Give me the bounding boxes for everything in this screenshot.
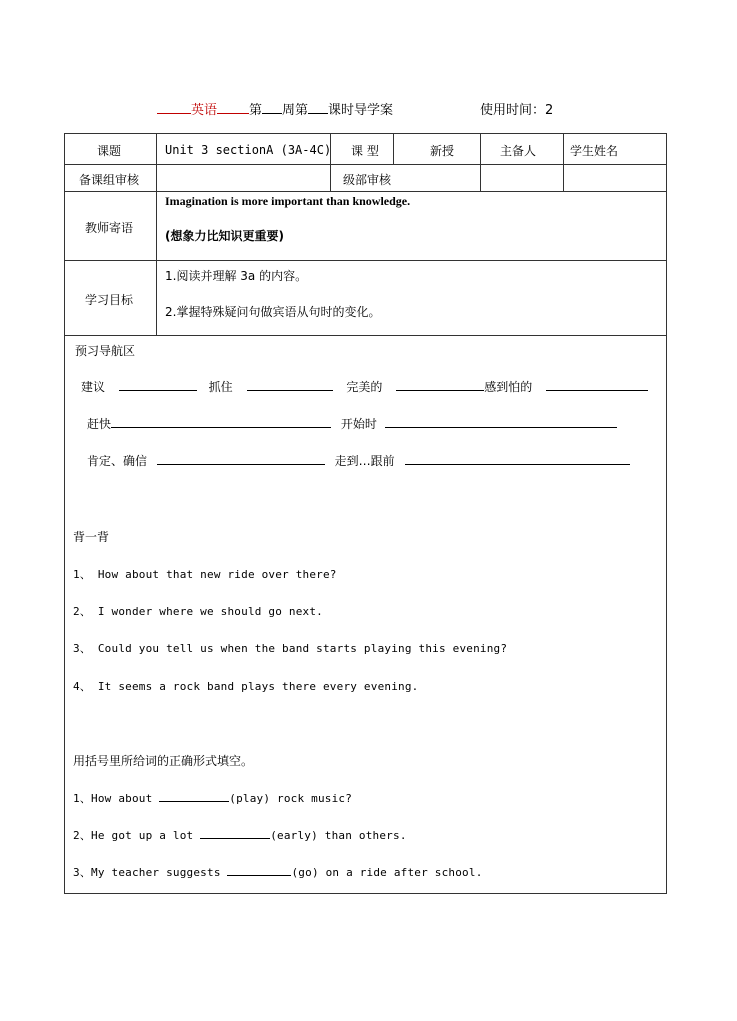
vocab-afraid-blank[interactable] [546, 378, 648, 391]
group-review-label: 备课组审核 [79, 173, 140, 187]
exercise-1-suffix: (play) rock music? [229, 792, 353, 805]
vocab-sure: 肯定、确信 [87, 454, 148, 468]
usage-time: 使用时间：2 [480, 103, 554, 118]
vocab-suggest-blank[interactable] [119, 378, 197, 391]
vocab-walk-up-blank[interactable] [405, 452, 630, 465]
exercise-1-prefix: 1、How about [73, 792, 160, 805]
period-prefix: 周第 [282, 103, 309, 118]
author-label: 主备人 [500, 144, 537, 158]
vocab-hurry-blank[interactable] [111, 415, 331, 428]
vocab-perfect-blank[interactable] [396, 378, 484, 391]
author-label-cell [481, 134, 564, 165]
type-label-cell [331, 134, 394, 165]
learning-goals-label-cell [65, 261, 157, 336]
exercise-item-3 [73, 863, 483, 880]
vocab-begin: 开始时 [340, 417, 377, 431]
topic-label: 课题 [97, 144, 122, 158]
type-label: 课 型 [351, 144, 379, 158]
plan-label: 课时导学案 [328, 103, 394, 118]
learning-goals-label: 学习目标 [85, 293, 134, 307]
vocab-hurry: 赶快 [87, 417, 112, 431]
recite-title: 背一背 [73, 530, 110, 544]
level-review-label: 级部审核 [343, 173, 392, 187]
group-review-label-cell [65, 165, 157, 192]
preview-title: 预习导航区 [75, 344, 136, 358]
exercise-2-blank[interactable] [200, 826, 270, 839]
teacher-message-cell [157, 192, 666, 261]
vocab-suggest: 建议 [81, 380, 106, 394]
vocab-catch: 抓住 [208, 380, 233, 394]
worksheet-title [157, 99, 393, 118]
level-review-value-cell[interactable] [481, 165, 564, 192]
level-review-label-cell [331, 165, 481, 192]
learning-goals-cell [157, 261, 666, 336]
vocab-begin-blank[interactable] [385, 415, 617, 428]
exercise-1-blank[interactable] [159, 789, 229, 802]
vocab-perfect: 完美的 [346, 380, 383, 394]
week-prefix: 第 [249, 103, 263, 118]
group-review-value-cell[interactable] [157, 165, 331, 192]
vocab-row-1 [81, 378, 648, 395]
worksheet-table [64, 133, 667, 894]
exercise-3-blank[interactable] [227, 863, 291, 876]
recite-item-4: 4、 It seems a rock band plays there every evening. [73, 680, 419, 693]
teacher-message-english: Imagination is more important than knowledge. [165, 194, 411, 208]
exercise-title: 用括号里所给词的正确形式填空。 [73, 754, 254, 768]
exercise-item-2 [73, 826, 407, 843]
study-section [65, 336, 666, 893]
recite-item-2: 2、 I wonder where we should go next. [73, 605, 323, 618]
student-name-label: 学生姓名 [570, 144, 619, 158]
recite-item-1: 1、 How about that new ride over there? [73, 568, 337, 581]
teacher-message-label: 教师寄语 [85, 221, 134, 235]
student-name-cell[interactable] [564, 134, 666, 165]
exercise-2-suffix: (early) than others. [270, 829, 407, 842]
topic-value-cell [157, 134, 331, 165]
teacher-message-label-cell [65, 192, 157, 261]
type-value-cell [394, 134, 481, 165]
week-number-blank[interactable] [262, 101, 282, 114]
subject-label: 英语 [191, 103, 218, 118]
worksheet-header [0, 99, 737, 117]
vocab-catch-blank[interactable] [247, 378, 333, 391]
period-number-blank[interactable] [308, 101, 328, 114]
subject-prefix-blank[interactable] [157, 101, 191, 114]
vocab-row-3 [87, 452, 630, 469]
teacher-message-chinese: (想象力比知识更重要) [165, 229, 284, 243]
level-review-extra-cell[interactable] [564, 165, 666, 192]
vocab-afraid: 感到怕的 [484, 380, 533, 394]
vocab-sure-blank[interactable] [157, 452, 325, 465]
topic-value: Unit 3 sectionA (3A-4C) [165, 143, 332, 157]
learning-goal-2: 2.掌握特殊疑问句做宾语从句时的变化。 [165, 305, 381, 319]
exercise-3-prefix: 3、My teacher suggests [73, 866, 228, 879]
exercise-item-1 [73, 789, 352, 806]
exercise-3-suffix: (go) on a ride after school. [291, 866, 483, 879]
subject-suffix-blank[interactable] [217, 101, 249, 114]
learning-goal-1: 1.阅读并理解 3a 的内容。 [165, 269, 308, 283]
topic-label-cell [65, 134, 157, 165]
vocab-row-2 [87, 415, 617, 432]
recite-item-3: 3、 Could you tell us when the band starts playing this evening? [73, 642, 508, 655]
exercise-2-prefix: 2、He got up a lot [73, 829, 201, 842]
vocab-walk-up: 走到…跟前 [334, 454, 395, 468]
type-value: 新授 [430, 144, 455, 158]
